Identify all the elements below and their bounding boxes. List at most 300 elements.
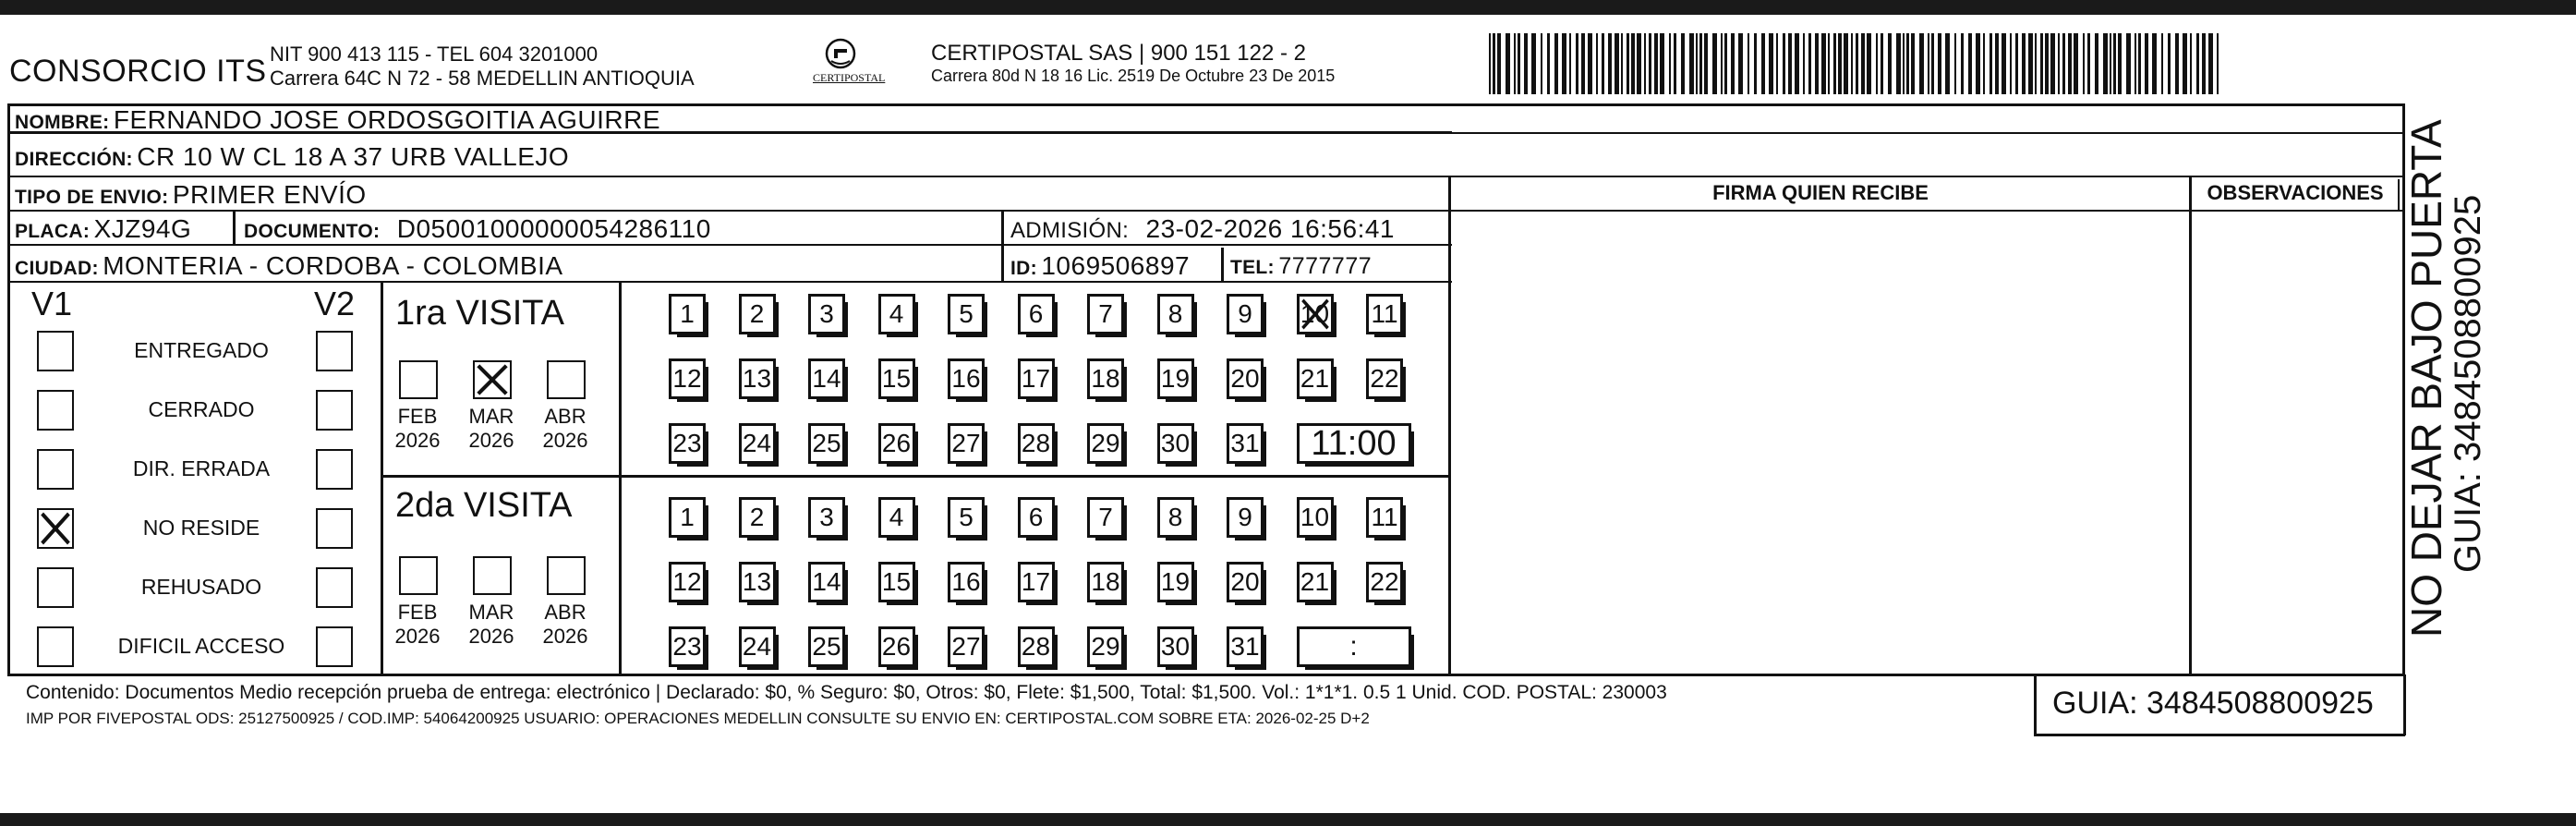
v1-checkbox[interactable] xyxy=(37,508,74,549)
barcode-bar xyxy=(2208,33,2213,94)
logo-emblem-icon xyxy=(824,37,857,70)
first-day-box[interactable] xyxy=(1297,294,1334,334)
first-day-box[interactable] xyxy=(1157,294,1194,334)
day-number: 26 xyxy=(881,632,912,661)
first-day-box[interactable] xyxy=(1018,358,1055,399)
barcode-bar xyxy=(1596,33,1598,94)
barcode-bar xyxy=(2126,33,2131,94)
firma-divider xyxy=(1448,176,1451,674)
firma-area[interactable] xyxy=(1452,213,2189,673)
barcode-bar xyxy=(1888,33,1892,94)
barcode-bar xyxy=(1938,33,1941,94)
day-number: 6 xyxy=(1028,299,1044,328)
day-number: 24 xyxy=(742,429,772,457)
placa-label: PLACA: xyxy=(15,221,91,242)
barcode-bar xyxy=(1644,33,1646,94)
day-number: 29 xyxy=(1091,632,1120,661)
day-number: 28 xyxy=(1021,632,1051,661)
first-day-box[interactable] xyxy=(948,294,985,334)
barcode-bar xyxy=(1541,33,1542,94)
barcode-bar xyxy=(2022,33,2026,94)
certipostal-nit: CERTIPOSTAL SAS | 900 151 122 - 2 xyxy=(931,41,1306,66)
id-row xyxy=(1010,251,1190,281)
first-month-checkbox[interactable] xyxy=(399,360,438,399)
second-month-label xyxy=(538,601,593,649)
month-name: ABR xyxy=(544,601,587,624)
month-year: 2026 xyxy=(468,625,514,648)
first-day-box[interactable] xyxy=(1018,294,1055,334)
v1-checkbox[interactable] xyxy=(37,567,74,608)
second-time-box[interactable] xyxy=(1297,626,1411,667)
day-number: 18 xyxy=(1091,364,1120,393)
observaciones-header: OBSERVACIONES xyxy=(2207,181,2384,204)
barcode-bar xyxy=(2074,33,2078,94)
month-name: FEB xyxy=(397,601,438,624)
barcode-bar xyxy=(1968,33,1972,94)
status-label: DIR. ERRADA xyxy=(132,456,271,480)
day-number: 13 xyxy=(742,567,772,596)
cell-divider xyxy=(1001,211,1004,281)
barcode-bar xyxy=(1547,33,1550,94)
first-day-box[interactable] xyxy=(1227,358,1264,399)
status-label: ENTREGADO xyxy=(134,338,269,362)
status-label: REHUSADO xyxy=(140,575,262,599)
barcode-bar xyxy=(2028,33,2033,94)
barcode-bar xyxy=(2217,33,2219,94)
barcode-bar xyxy=(1696,33,1698,94)
day-number: 21 xyxy=(1300,567,1330,596)
month-year: 2026 xyxy=(542,625,588,648)
barcode-bar xyxy=(1903,33,1905,94)
day-number: 23 xyxy=(672,429,702,457)
v2-checkbox[interactable] xyxy=(316,449,353,490)
second-month-checkbox[interactable] xyxy=(473,556,512,595)
certipostal-license: Carrera 80d N 18 16 Lic. 2519 De Octubre 23 De 2015 xyxy=(931,67,1336,85)
company-address: Carrera 64C N 72 - 58 MEDELLIN ANTIOQUIA xyxy=(270,67,695,90)
day-number: 19 xyxy=(1160,364,1191,393)
barcode-bar xyxy=(1602,33,1604,94)
day-number: 9 xyxy=(1238,299,1252,328)
barcode-bar xyxy=(1524,33,1528,94)
certipostal-logo xyxy=(813,37,886,85)
first-day-box[interactable] xyxy=(808,294,845,334)
barcode-bar xyxy=(1776,33,1778,94)
tel-label: TEL: xyxy=(1230,257,1275,278)
day-number: 12 xyxy=(672,364,702,393)
day-number: 22 xyxy=(1370,567,1399,596)
second-day-box[interactable] xyxy=(739,497,776,538)
barcode-bar xyxy=(1721,33,1723,94)
barcode-bar xyxy=(1669,33,1671,94)
second-day-box[interactable] xyxy=(948,626,985,667)
barcode-bar xyxy=(2015,33,2018,94)
day-number: 6 xyxy=(1028,503,1044,531)
barcode-bar xyxy=(2135,33,2136,94)
barcode-bar xyxy=(1621,33,1623,94)
side-notice: NO DEJAR BAJO PUERTA xyxy=(2402,119,2450,638)
first-day-box[interactable] xyxy=(878,423,915,464)
admision-label: ADMISIÓN: xyxy=(1010,218,1130,243)
v2-checkbox[interactable] xyxy=(316,508,353,549)
second-day-box[interactable] xyxy=(739,562,776,602)
barcode xyxy=(1489,33,2219,94)
second-day-box[interactable] xyxy=(1157,497,1194,538)
barcode-bar xyxy=(1754,33,1757,94)
footer-content: Contenido: Documentos Medio recepción prueba de entrega: electrónico | Declarado: $0, % Seguro: $0, Otros: $0, Flete: $1,500, Total: $1,500. Vol.: 1*1*1. 0.5 1 Unid. COD. POSTAL: 230003 xyxy=(26,682,1667,703)
visit-divider xyxy=(381,475,1450,478)
barcode-bar xyxy=(1851,33,1853,94)
barcode-bar xyxy=(1844,33,1848,94)
first-day-box[interactable] xyxy=(1157,423,1194,464)
second-day-box[interactable] xyxy=(1227,497,1264,538)
barcode-bar xyxy=(1928,33,1929,94)
barcode-bar xyxy=(1649,33,1651,94)
barcode-bar xyxy=(2183,33,2187,94)
first-day-box[interactable] xyxy=(1157,358,1194,399)
day-number: 15 xyxy=(881,567,912,596)
barcode-bar xyxy=(1821,33,1826,94)
barcode-bar xyxy=(1699,33,1702,94)
barcode-bar xyxy=(1808,33,1811,94)
first-month-checkbox[interactable] xyxy=(473,360,512,399)
first-month-label xyxy=(538,405,593,453)
barcode-bar xyxy=(1983,33,1985,94)
barcode-bar xyxy=(2083,33,2085,94)
v1-checkbox[interactable] xyxy=(37,626,74,667)
day-number: 14 xyxy=(812,364,841,393)
v1-checkbox[interactable] xyxy=(37,390,74,431)
firma-header: FIRMA QUIEN RECIBE xyxy=(1712,181,1929,204)
barcode-bar xyxy=(1783,33,1785,94)
day-number: 2 xyxy=(749,299,765,328)
barcode-bar xyxy=(1861,33,1865,94)
second-day-box[interactable] xyxy=(1157,626,1194,667)
barcode-bar xyxy=(1788,33,1792,94)
v1-label: V1 xyxy=(31,285,73,322)
month-year: 2026 xyxy=(468,429,514,452)
row-divider xyxy=(7,244,1452,246)
barcode-bar xyxy=(1493,33,1495,94)
first-day-box[interactable] xyxy=(878,358,915,399)
nombre-label: NOMBRE: xyxy=(15,112,110,133)
barcode-bar xyxy=(1761,33,1765,94)
second-day-box[interactable] xyxy=(808,562,845,602)
day-number: 16 xyxy=(951,364,981,393)
day-number: 23 xyxy=(672,632,702,661)
second-day-box[interactable] xyxy=(669,562,706,602)
ciudad-row xyxy=(15,251,563,281)
footer-print-info: IMP POR FIVEPOSTAL ODS: 25127500925 / COD.IMP: 54064200925 USUARIO: OPERACIONES MEDELLIN CONSULTE SU ENVIO EN: CERTIPOSTAL.COM SOBRE ETA: 2026-02-25 D+2 xyxy=(26,710,1370,727)
day-number: 25 xyxy=(812,632,841,661)
barcode-bar xyxy=(2196,33,2199,94)
second-day-box[interactable] xyxy=(878,626,915,667)
first-day-box[interactable] xyxy=(669,358,706,399)
second-month-checkbox[interactable] xyxy=(399,556,438,595)
tipo-envio-row xyxy=(15,180,367,210)
barcode-bar xyxy=(1576,33,1578,94)
second-day-box[interactable] xyxy=(878,562,915,602)
first-day-box[interactable] xyxy=(808,423,845,464)
barcode-bar xyxy=(1995,33,1999,94)
v1-checkbox[interactable] xyxy=(37,331,74,371)
day-number: 18 xyxy=(1091,567,1120,596)
second-day-box[interactable] xyxy=(739,626,776,667)
first-day-box[interactable] xyxy=(739,358,776,399)
barcode-bar xyxy=(1748,33,1749,94)
first-month-checkbox[interactable] xyxy=(547,360,586,399)
nombre-value: FERNANDO JOSE ORDOSGOITIA AGUIRRE xyxy=(113,105,661,134)
observaciones-area[interactable] xyxy=(2193,213,2398,673)
barcode-bar xyxy=(2145,33,2148,94)
tipo-envio-value: PRIMER ENVÍO xyxy=(172,180,367,209)
second-month-label xyxy=(390,601,445,649)
month-year: 2026 xyxy=(394,625,441,648)
barcode-bar xyxy=(1581,33,1585,94)
barcode-bar xyxy=(2050,33,2055,94)
barcode-bar xyxy=(1795,33,1799,94)
day-number: 25 xyxy=(812,429,841,457)
barcode-bar xyxy=(1815,33,1819,94)
second-day-box[interactable] xyxy=(669,626,706,667)
second-day-box[interactable] xyxy=(669,497,706,538)
second-day-box[interactable] xyxy=(1018,562,1055,602)
side-guia: GUIA: 3484508800925 xyxy=(2448,194,2488,573)
second-day-box[interactable] xyxy=(1227,626,1264,667)
v2-checkbox[interactable] xyxy=(316,331,353,371)
barcode-bar xyxy=(1911,33,1915,94)
tel-row xyxy=(1230,253,1372,280)
day-number: 10 xyxy=(1300,503,1330,531)
v2-checkbox[interactable] xyxy=(316,390,353,431)
day-number: 22 xyxy=(1370,364,1399,393)
day-number: 19 xyxy=(1160,567,1191,596)
v1-checkbox[interactable] xyxy=(37,449,74,490)
barcode-bar xyxy=(1769,33,1773,94)
second-day-box[interactable] xyxy=(1087,626,1124,667)
day-number: 21 xyxy=(1300,364,1330,393)
barcode-bar xyxy=(1569,33,1571,94)
company-name: CONSORCIO ITS xyxy=(9,54,267,89)
day-number: 13 xyxy=(742,364,772,393)
barcode-bar xyxy=(2138,33,2141,94)
second-day-box[interactable] xyxy=(1366,497,1403,538)
x-mark-icon xyxy=(39,510,72,547)
ciudad-label: CIUDAD: xyxy=(15,258,99,279)
row-divider xyxy=(7,210,2405,212)
day-number: 11 xyxy=(1371,299,1398,328)
day-number: 27 xyxy=(951,632,981,661)
second-day-box[interactable] xyxy=(1018,626,1055,667)
day-number: 31 xyxy=(1230,632,1260,661)
second-day-box[interactable] xyxy=(1297,497,1334,538)
barcode-bar xyxy=(1945,33,1950,94)
second-day-box[interactable] xyxy=(1087,562,1124,602)
tel-value: 7777777 xyxy=(1278,253,1373,279)
second-month-checkbox[interactable] xyxy=(547,556,586,595)
barcode-bar xyxy=(2152,33,2157,94)
barcode-bar xyxy=(1660,33,1664,94)
second-day-box[interactable] xyxy=(948,562,985,602)
barcode-bar xyxy=(1506,33,1510,94)
barcode-bar xyxy=(1712,33,1717,94)
day-number: 9 xyxy=(1238,503,1252,531)
barcode-bar xyxy=(1919,33,1924,94)
id-label: ID: xyxy=(1010,258,1037,279)
status-label: CERRADO xyxy=(148,397,255,421)
day-number: 29 xyxy=(1091,429,1120,457)
footer-divider xyxy=(7,674,2405,676)
tipo-envio-label: TIPO DE ENVIO: xyxy=(15,187,169,208)
first-day-box[interactable] xyxy=(1087,358,1124,399)
first-day-box[interactable] xyxy=(948,358,985,399)
v2-label: V2 xyxy=(314,285,356,322)
second-day-box[interactable] xyxy=(1366,562,1403,602)
day-number: 11 xyxy=(1371,503,1398,531)
bottom-border xyxy=(0,813,2576,826)
day-number: 30 xyxy=(1160,632,1191,661)
first-day-box[interactable] xyxy=(1366,358,1403,399)
barcode-bar xyxy=(1881,33,1883,94)
barcode-bar xyxy=(1637,33,1641,94)
v2-checkbox[interactable] xyxy=(316,626,353,667)
second-day-box[interactable] xyxy=(1018,497,1055,538)
barcode-bar xyxy=(1976,33,1980,94)
first-day-box[interactable] xyxy=(1087,423,1124,464)
first-day-box[interactable] xyxy=(669,423,706,464)
barcode-bar xyxy=(1731,33,1735,94)
barcode-bar xyxy=(2058,33,2060,94)
status-label: DIFICIL ACCESO xyxy=(117,634,285,658)
day-number: 16 xyxy=(951,567,981,596)
documento-value: D05001000000054286110 xyxy=(396,214,711,243)
guia-divider xyxy=(2034,734,2405,736)
day-number: 17 xyxy=(1021,567,1051,596)
second-day-box[interactable] xyxy=(808,626,845,667)
documento-label: DOCUMENTO: xyxy=(244,221,381,242)
barcode-bar xyxy=(1896,33,1901,94)
barcode-bar xyxy=(2161,33,2163,94)
barcode-bar xyxy=(1631,33,1635,94)
barcode-bar xyxy=(2175,33,2179,94)
day-number: 1 xyxy=(680,503,695,531)
second-day-box[interactable] xyxy=(808,497,845,538)
first-day-box[interactable] xyxy=(878,294,915,334)
barcode-bar xyxy=(2168,33,2171,94)
first-day-box[interactable] xyxy=(669,294,706,334)
status-divider xyxy=(381,283,383,674)
barcode-bar xyxy=(2010,33,2012,94)
first-month-label xyxy=(390,405,445,453)
logo-text: CERTIPOSTAL xyxy=(813,71,886,84)
x-mark-icon xyxy=(1300,297,1331,332)
day-number: 8 xyxy=(1167,299,1183,328)
first-time-box[interactable] xyxy=(1297,423,1411,464)
second-day-box[interactable] xyxy=(878,497,915,538)
first-day-box[interactable] xyxy=(739,294,776,334)
barcode-bar xyxy=(2202,33,2206,94)
barcode-bar xyxy=(2002,33,2006,94)
first-day-box[interactable] xyxy=(948,423,985,464)
barcode-bar xyxy=(2035,33,2037,94)
direccion-label: DIRECCIÓN: xyxy=(15,149,133,170)
barcode-bar xyxy=(2062,33,2065,94)
first-day-box[interactable] xyxy=(739,423,776,464)
first-time-value: 11:00 xyxy=(1311,424,1397,463)
direccion-row xyxy=(15,142,569,172)
second-time-value: : xyxy=(1349,631,1358,662)
first-day-box[interactable] xyxy=(1227,294,1264,334)
admision-row xyxy=(1010,214,1395,244)
second-day-box[interactable] xyxy=(1227,562,1264,602)
barcode-bar xyxy=(1906,33,1909,94)
second-day-box[interactable] xyxy=(1157,562,1194,602)
barcode-bar xyxy=(2113,33,2116,94)
day-number: 5 xyxy=(959,299,974,328)
month-divider xyxy=(619,283,622,674)
barcode-bar xyxy=(1828,33,1830,94)
first-day-box[interactable] xyxy=(1227,423,1264,464)
first-day-box[interactable] xyxy=(1366,294,1403,334)
day-number: 12 xyxy=(672,567,702,596)
first-day-box[interactable] xyxy=(1087,294,1124,334)
first-day-box[interactable] xyxy=(808,358,845,399)
first-month-label xyxy=(464,405,519,453)
day-number: 30 xyxy=(1160,429,1191,457)
v2-checkbox[interactable] xyxy=(316,567,353,608)
barcode-bar xyxy=(1961,33,1964,94)
company-nit: NIT 900 413 115 - TEL 604 3201000 xyxy=(270,43,599,66)
barcode-bar xyxy=(2045,33,2049,94)
barcode-bar xyxy=(1681,33,1685,94)
first-day-box[interactable] xyxy=(1018,423,1055,464)
barcode-bar xyxy=(1689,33,1694,94)
first-day-box[interactable] xyxy=(1297,358,1334,399)
barcode-bar xyxy=(1489,33,1491,94)
barcode-bar xyxy=(1838,33,1842,94)
guia-divider xyxy=(2034,674,2037,735)
day-number: 4 xyxy=(889,299,904,328)
barcode-bar xyxy=(2190,33,2192,94)
barcode-bar xyxy=(1531,33,1536,94)
admision-value: 23-02-2026 16:56:41 xyxy=(1145,214,1395,243)
day-number: 10 xyxy=(1300,299,1330,328)
day-number: 4 xyxy=(889,503,904,531)
day-number: 20 xyxy=(1230,567,1260,596)
observaciones-divider xyxy=(2189,176,2192,674)
guia-number: GUIA: 3484508800925 xyxy=(2052,686,2374,721)
second-day-box[interactable] xyxy=(1087,497,1124,538)
second-day-box[interactable] xyxy=(948,497,985,538)
day-number: 15 xyxy=(881,364,912,393)
second-day-box[interactable] xyxy=(1297,562,1334,602)
barcode-bar xyxy=(1627,33,1629,94)
barcode-bar xyxy=(1803,33,1805,94)
id-value: 1069506897 xyxy=(1041,251,1191,280)
barcode-bar xyxy=(1608,33,1612,94)
cell-divider xyxy=(1221,248,1224,281)
status-label: NO RESIDE xyxy=(142,516,260,540)
ciudad-value: MONTERIA - CORDOBA - COLOMBIA xyxy=(103,251,563,280)
placa-value: XJZ94G xyxy=(93,214,192,243)
barcode-bar xyxy=(2110,33,2111,94)
row-divider xyxy=(7,281,1452,283)
day-number: 8 xyxy=(1167,503,1183,531)
month-name: ABR xyxy=(544,405,587,428)
barcode-bar xyxy=(1588,33,1592,94)
month-year: 2026 xyxy=(542,429,588,452)
second-visit-label: 2da VISITA xyxy=(395,486,573,525)
guia-divider xyxy=(2403,674,2406,735)
